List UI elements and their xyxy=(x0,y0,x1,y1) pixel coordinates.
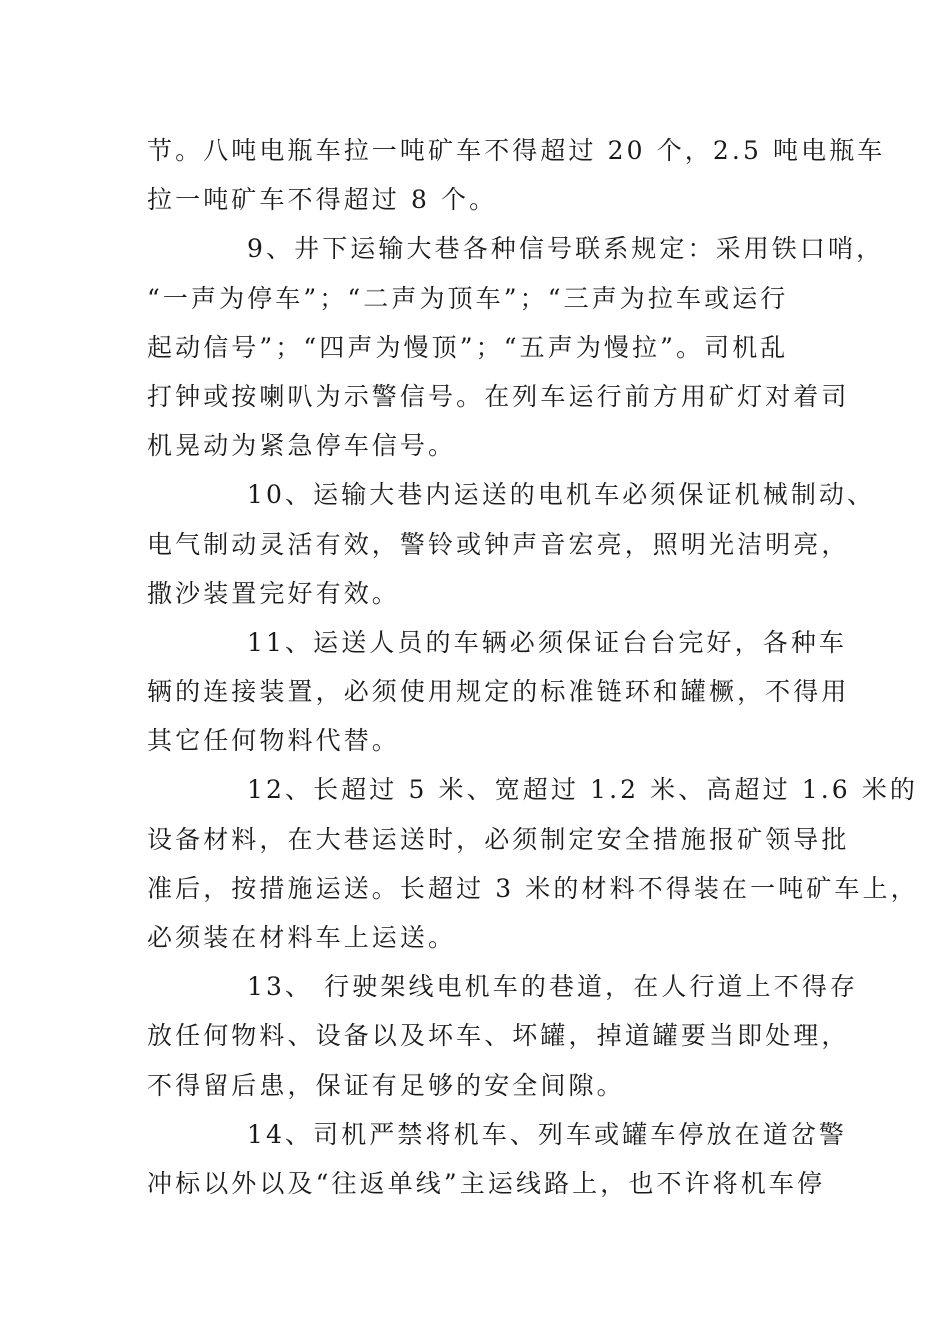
text-line: 拉一吨矿车不得超过 8 个。 xyxy=(147,185,498,215)
paragraph-first-line: 9、井下运输大巷各种信号联系规定：采用铁口哨， xyxy=(247,234,885,264)
paragraph-first-line: 13、 行驶架线电机车的巷道，在人行道上不得存 xyxy=(247,972,859,1002)
text-line: 冲标以外以及“往返单线”主运线路上，也不许将机车停 xyxy=(147,1168,826,1198)
text-line: 其它任何物料代替。 xyxy=(147,726,400,756)
text-line: 设备材料，在大巷运送时，必须制定安全措施报矿领导批 xyxy=(147,824,850,854)
document-body xyxy=(147,126,919,1208)
paragraph-first-line: 11、运送人员的车辆必须保证台台完好，各种车 xyxy=(247,627,848,657)
text-line: 电气制动灵活有效，警铃或钟声音宏亮，照明光洁明亮， xyxy=(147,529,850,559)
paragraph-first-line: 12、长超过 5 米、宽超过 1.2 米、高超过 1.6 米的 xyxy=(247,775,919,805)
paragraph-first-line: 14、司机严禁将机车、列车或罐车停放在道岔警 xyxy=(247,1119,848,1149)
text-line: 撒沙装置完好有效。 xyxy=(147,578,400,608)
text-line: 打钟或按喇叭为示警信号。在列车运行前方用矿灯对着司 xyxy=(147,381,850,411)
text-line: 必须装在材料车上运送。 xyxy=(147,923,457,952)
text-line: 节。八吨电瓶车拉一吨矿车不得超过 20 个，2.5 吨电瓶车 xyxy=(147,136,886,165)
text-line: 辆的连接装置，必须使用规定的标准链环和罐橛，不得用 xyxy=(147,677,850,707)
paragraph-first-line: 10、运输大巷内运送的电机车必须保证机械制动、 xyxy=(247,480,876,510)
text-line: 准后，按措施运送。长超过 3 米的材料不得装在一吨矿车上， xyxy=(147,873,919,903)
text-line: “一声为停车”；“二声为顶车”；“三声为拉车或运行 xyxy=(147,283,789,313)
text-line: 机晃动为紧急停车信号。 xyxy=(147,431,457,461)
text-line: 放任何物料、设备以及坏车、坏罐，掉道罐要当即处理， xyxy=(147,1021,850,1051)
text-line: 起动信号”；“四声为慢顶”；“五声为慢拉”。司机乱 xyxy=(147,332,789,362)
text-line: 不得留后患，保证有足够的安全间隙。 xyxy=(147,1070,625,1100)
